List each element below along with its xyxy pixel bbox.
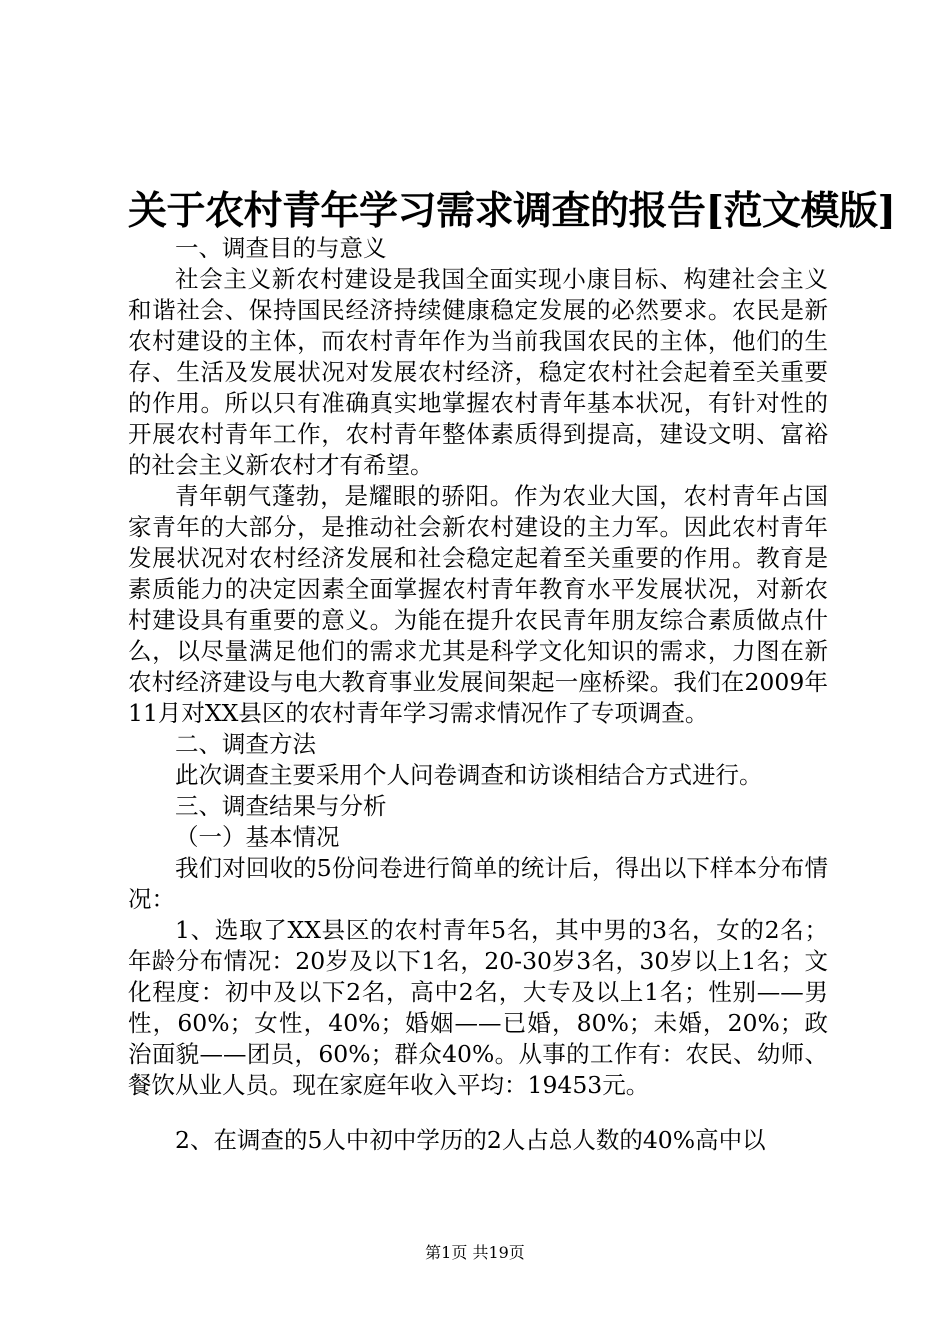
paragraph-sample-2: 2、在调查的5人中初中学历的2人占总人数的40%高中以 xyxy=(175,1126,766,1154)
section-heading-results: 三、调查结果与分析 xyxy=(175,792,387,820)
paragraph-method: 此次调查主要采用个人问卷调查和访谈相结合方式进行。 xyxy=(175,761,763,789)
paragraph-purpose-2: 青年朝气蓬勃，是耀眼的骄阳。作为农业大国，农村青年占国家青年的大部分，是推动社会新农村建设的主力军。因此农村青年发展状况对农村经济发展和社会稳定起着至关重要的作用。教育是素质能力的决定因素全面掌握农村青年教育水平发展状况，对新农村建设具有重要的意义。为能在提升农民青年朋友综合素质做点什么，以尽量满足他们的需求尤其是科学文化知识的需求，力图在新农村经济建设与电大教育事业发展间架起一座桥梁。我们在2009年11月对XX县区的农村青年学习需求情况作了专项调查。 xyxy=(128,482,828,727)
paragraph-purpose-1: 社会主义新农村建设是我国全面实现小康目标、构建社会主义和谐社会、保持国民经济持续健康稳定发展的必然要求。农民是新农村建设的主体，而农村青年作为当前我国农民的主体，他们的生存、生活及发展状况对发展农村经济，稳定农村社会起着至关重要的作用。所以只有准确真实地掌握农村青年基本状况，有针对性的开展农村青年工作，农村青年整体素质得到提高，建设文明、富裕的社会主义新农村才有希望。 xyxy=(128,265,828,479)
subsection-heading-basic: （一）基本情况 xyxy=(175,823,340,851)
paragraph-sample-1: 1、选取了XX县区的农村青年5名，其中男的3名，女的2名；年龄分布情况：20岁及以下1名，20-30岁3名，30岁以上1名；文化程度：初中及以下2名，高中2名，大专及以上1名；性别——男性，60%；女性，40%；婚姻——已婚，80%；未婚，20%；政治面貌——团员，60%；群众40%。从事的工作有：农民、幼师、餐饮从业人员。现在家庭年收入平均：19453元。 xyxy=(128,916,828,1099)
section-heading-purpose: 一、调查目的与意义 xyxy=(175,234,387,262)
paragraph-sample-intro: 我们对回收的5份问卷进行简单的统计后，得出以下样本分布情况： xyxy=(128,854,828,913)
section-heading-method: 二、调查方法 xyxy=(175,730,316,758)
document-body xyxy=(128,233,828,1156)
page-number-footer: 第1页 共19页 xyxy=(425,1243,525,1262)
document-title: 关于农村青年学习需求调查的报告[范文模版] xyxy=(128,188,896,234)
